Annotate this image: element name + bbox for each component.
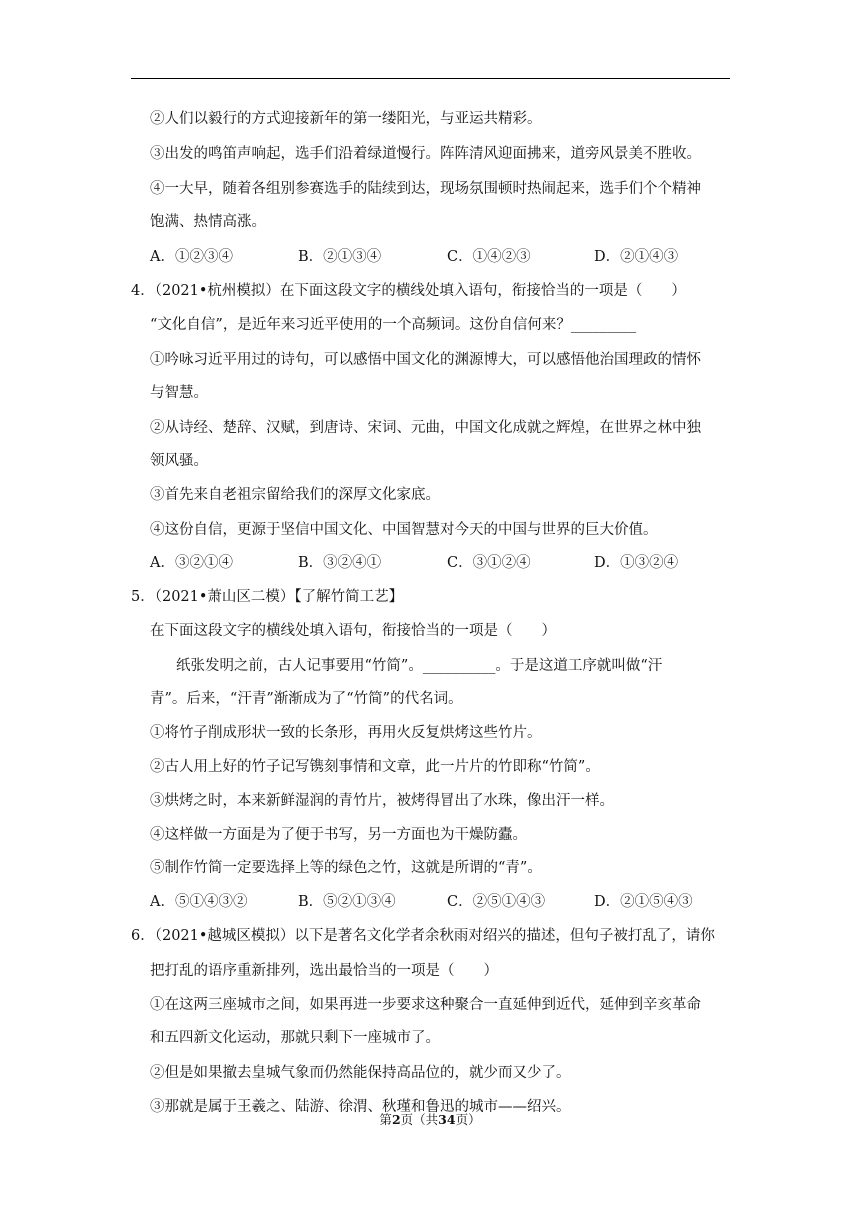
q4-option-b[interactable]: B．③②④①: [298, 555, 382, 571]
q6-stem-line-1: 6．（2021•越城区模拟）以下是著名文化学者余秋雨对绍兴的描述，但句子被打乱了，请你: [131, 928, 715, 944]
q4-item-2: ②从诗经、楚辞、汉赋，到唐诗、宋词、元曲，中国文化成就之辉煌，在世界之林中独: [150, 420, 701, 436]
q5-item-4: ④这样做一方面是为了便于书写，另一方面也为干燥防蠹。: [150, 827, 527, 843]
footer-page-number: 2: [391, 1112, 401, 1127]
q6-item-1: ①在这两三座城市之间，如果再进一步要求这种聚合一直延伸到近代，延伸到辛亥革命: [150, 997, 701, 1013]
q5-instruction: 在下面这段文字的横线处填入语句，衔接恰当的一项是（ ）: [150, 623, 556, 639]
q5-item-5: ⑤制作竹简一定要选择上等的绿色之竹，这就是所谓的“青”。: [150, 860, 542, 876]
q3-option-d[interactable]: D．②①④③: [594, 249, 679, 265]
q5-item-1: ①将竹子削成形状一致的长条形，再用火反复烘烤这些竹片。: [150, 725, 542, 741]
q5-passage-line-2: 青”。后来，“汗青”渐渐成为了“竹简”的代名词。: [150, 691, 463, 707]
q3-option-b[interactable]: B．②①③④: [298, 249, 382, 265]
q5-option-d[interactable]: D．②①⑤④③: [594, 894, 693, 910]
q4-option-a[interactable]: A．③②①④: [150, 555, 233, 571]
q6-item-3: ③那就是属于王羲之、陆游、徐渭、秋瑾和鲁迅的城市——绍兴。: [150, 1099, 571, 1115]
footer-middle: 页（共: [400, 1112, 439, 1127]
q4-stem: 4．（2021•杭州模拟）在下面这段文字的横线处填入语句，衔接恰当的一项是（ ）: [131, 283, 686, 299]
q4-passage: “文化自信”，是近年来习近平使用的一个高频词。这份自信何来？_________: [150, 317, 637, 333]
q3-item-2: ②人们以毅行的方式迎接新年的第一缕阳光，与亚运共精彩。: [150, 111, 542, 127]
q5-passage-line-1: 纸张发明之前，古人记事要用“竹简”。__________。于是这道工序就叫做“汗: [176, 658, 663, 674]
q4-item-2-cont: 领风骚。: [150, 453, 208, 469]
q5-stem: 5．（2021•萧山区二模）【了解竹简工艺】: [131, 589, 404, 605]
q3-item-4: ④一大早，随着各组别参赛选手的陆续到达，现场氛围顿时热闹起来，选手们个个精神: [150, 181, 701, 197]
q5-item-2: ②古人用上好的竹子记写镌刻事情和文章，此一片片的竹即称“竹简”。: [150, 759, 600, 775]
q5-item-3: ③烘烤之时，本来新鲜湿润的青竹片，被烤得冒出了水珠，像出汗一样。: [150, 793, 614, 809]
q4-item-1-cont: 与智慧。: [150, 385, 208, 401]
q6-item-2: ②但是如果撤去皇城气象而仍然能保持高品位的，就少而又少了。: [150, 1065, 571, 1081]
footer-total-pages: 34: [438, 1112, 456, 1127]
q4-item-1: ①吟咏习近平用过的诗句，可以感悟中国文化的渊源博大，可以感悟他治国理政的情怀: [150, 352, 701, 368]
q3-option-c[interactable]: C．①④②③: [447, 249, 531, 265]
header-rule: [131, 78, 730, 79]
q4-option-d[interactable]: D．①③②④: [594, 555, 679, 571]
footer-suffix: 页）: [455, 1112, 481, 1127]
footer-prefix: 第: [379, 1112, 392, 1127]
q5-option-b[interactable]: B．⑤②①③④: [298, 894, 396, 910]
q5-option-a[interactable]: A．⑤①④③②: [150, 894, 248, 910]
q3-item-4-cont: 饱满、热情高涨。: [150, 214, 266, 230]
q3-option-a[interactable]: A．①②③④: [150, 249, 233, 265]
q4-item-4: ④这份自信，更源于坚信中国文化、中国智慧对今天的中国与世界的巨大价值。: [150, 522, 658, 538]
page-footer: [0, 1112, 860, 1128]
q6-stem-line-2: 把打乱的语序重新排列，选出最恰当的一项是（ ）: [150, 963, 498, 979]
q4-item-3: ③首先来自老祖宗留给我们的深厚文化家底。: [150, 487, 440, 503]
q3-item-3: ③出发的鸣笛声响起，选手们沿着绿道慢行。阵阵清风迎面拂来，道旁风景美不胜收。: [150, 146, 701, 162]
q4-option-c[interactable]: C．③①②④: [447, 555, 531, 571]
q5-option-c[interactable]: C．②⑤①④③: [447, 894, 546, 910]
q6-item-1-cont: 和五四新文化运动，那就只剩下一座城市了。: [150, 1030, 440, 1046]
